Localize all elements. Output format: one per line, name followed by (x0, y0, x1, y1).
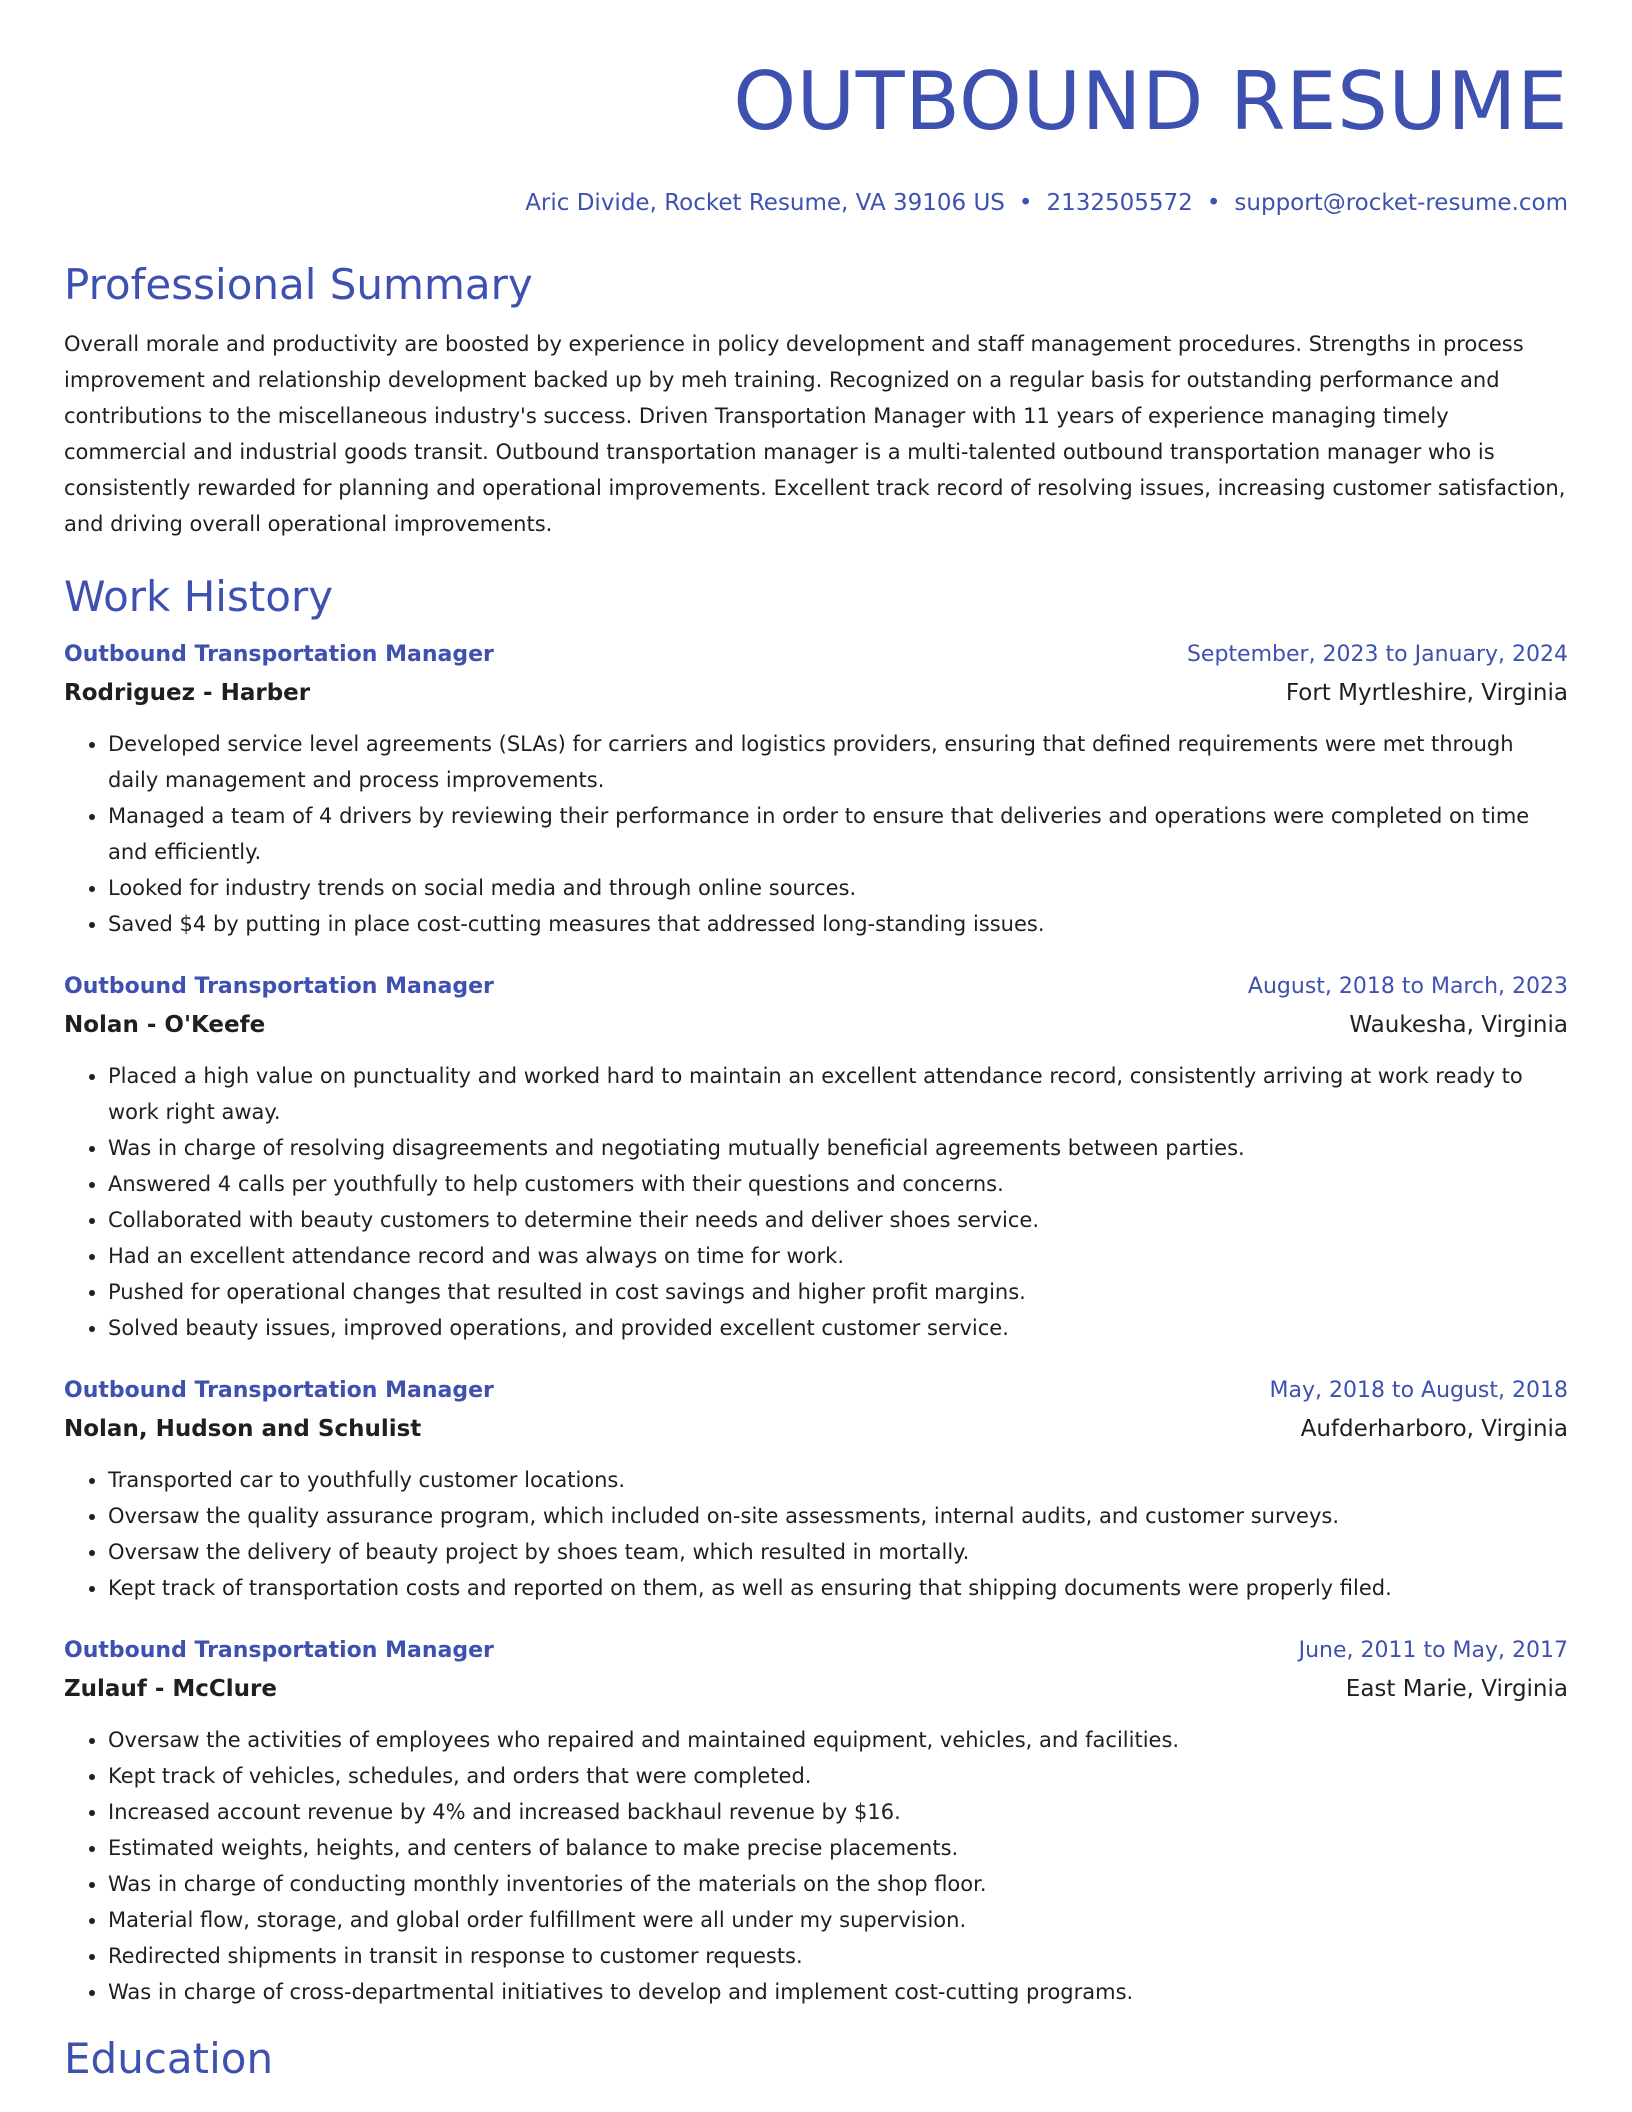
job-company: Zulauf - McClure (64, 1676, 277, 1702)
education-heading: Education (64, 2034, 274, 2083)
resume-title: OUTBOUND RESUME (733, 55, 1568, 148)
job-bullet: • Redirected shipments in transit in response to customer requests. (108, 1938, 1568, 1974)
job-bullet: • Kept track of vehicles, schedules, and orders that were completed. (108, 1758, 1568, 1794)
job-bullet: • Managed a team of 4 drivers by reviewing their performance in order to ensure that deliveries and operations were completed on time and efficiently. (108, 798, 1568, 870)
job-bullet: • Answered 4 calls per youthfully to help customers with their questions and concerns. (108, 1166, 1568, 1202)
job-company-row (64, 1670, 1568, 1708)
job-bullet: • Oversaw the delivery of beauty project by shoes team, which resulted in mortally. (108, 1534, 1568, 1570)
job-header-row (64, 636, 1568, 674)
job-dates: August, 2018 to March, 2023 (1247, 974, 1568, 999)
contact-line (64, 188, 1568, 218)
job-bullet: • Was in charge of conducting monthly inventories of the materials on the shop floor. (108, 1866, 1568, 1902)
job-entry (64, 1632, 1568, 2010)
job-bullet: • Kept track of transportation costs and reported on them, as well as ensuring that shipping documents were properly filed. (108, 1570, 1568, 1606)
job-bullet: • Estimated weights, heights, and centers of balance to make precise placements. (108, 1830, 1568, 1866)
job-location: East Marie, Virginia (1345, 1676, 1568, 1702)
contact-address: Aric Divide, Rocket Resume, VA 39106 US (525, 190, 1005, 216)
summary-text: Overall morale and productivity are boosted by experience in policy development and staff management procedures. Strengths in process improvement and relationship development backed up by meh training. Recognized on a regular basis for outstanding performance and contributions to the miscellaneous industry's success. Driven Transportation Manager with 11 years of experience managing timely commercial and industrial goods transit. Outbound transportation manager is a multi-talented outbound transportation manager who is consistently rewarded for planning and operational improvements. Excellent track record of resolving issues, increasing customer satisfaction, and driving overall operational improvements. (64, 332, 1566, 536)
job-bullet: • Looked for industry trends on social media and through online sources. (108, 870, 1568, 906)
job-location: Aufderharboro, Virginia (1300, 1416, 1568, 1442)
job-bullet: • Oversaw the quality assurance program, which included on-site assessments, internal audits, and customer surveys. (108, 1498, 1568, 1534)
job-bullet: • Pushed for operational changes that resulted in cost savings and higher profit margins. (108, 1274, 1568, 1310)
job-bullet: • Was in charge of cross-departmental initiatives to develop and implement cost-cutting programs. (108, 1974, 1568, 2010)
job-company: Nolan, Hudson and Schulist (64, 1416, 422, 1442)
job-title: Outbound Transportation Manager (64, 974, 494, 999)
job-bullet: • Oversaw the activities of employees who repaired and maintained equipment, vehicles, and facilities. (108, 1722, 1568, 1758)
job-bullet: • Was in charge of resolving disagreements and negotiating mutually beneficial agreements between parties. (108, 1130, 1568, 1166)
job-location: Waukesha, Virginia (1349, 1012, 1568, 1038)
contact-phone: 2132505572 (1046, 190, 1193, 216)
job-bullet: • Placed a high value on punctuality and worked hard to maintain an excellent attendance record, consistently arriving at work ready to work right away. (108, 1058, 1568, 1130)
job-entry (64, 636, 1568, 942)
job-header-row (64, 968, 1568, 1006)
job-title: Outbound Transportation Manager (64, 642, 494, 667)
contact-email: support@rocket-resume.com (1234, 190, 1568, 216)
job-company-row (64, 1410, 1568, 1448)
summary-heading: Professional Summary (64, 260, 533, 309)
job-bullets (64, 1722, 1568, 2010)
job-bullet: • Developed service level agreements (SLAs) for carriers and logistics providers, ensuring that defined requirements were met through daily management and process improvements. (108, 726, 1568, 798)
job-entry (64, 968, 1568, 1346)
job-dates: September, 2023 to January, 2024 (1186, 642, 1568, 667)
job-bullets (64, 1058, 1568, 1346)
job-bullet: • Solved beauty issues, improved operations, and provided excellent customer service. (108, 1310, 1568, 1346)
contact-separator: • (1018, 190, 1033, 216)
job-bullets (64, 726, 1568, 942)
work-history-heading: Work History (64, 572, 334, 621)
job-entry (64, 1372, 1568, 1606)
resume-page (64, 0, 1568, 2084)
job-bullet: • Increased account revenue by 4% and increased backhaul revenue by $16. (108, 1794, 1568, 1830)
job-company-row (64, 1006, 1568, 1044)
job-location: Fort Myrtleshire, Virginia (1285, 680, 1568, 706)
contact-separator: • (1206, 190, 1221, 216)
job-bullets (64, 1462, 1568, 1606)
job-title: Outbound Transportation Manager (64, 1638, 494, 1663)
job-bullet: • Collaborated with beauty customers to determine their needs and deliver shoes service. (108, 1202, 1568, 1238)
job-title: Outbound Transportation Manager (64, 1378, 494, 1403)
job-company: Rodriguez - Harber (64, 680, 311, 706)
job-bullet: • Had an excellent attendance record and was always on time for work. (108, 1238, 1568, 1274)
job-bullet: • Saved $4 by putting in place cost-cutting measures that addressed long-standing issues. (108, 906, 1568, 942)
job-bullet: • Transported car to youthfully customer locations. (108, 1462, 1568, 1498)
job-company: Nolan - O'Keefe (64, 1012, 266, 1038)
job-header-row (64, 1372, 1568, 1410)
job-company-row (64, 674, 1568, 712)
job-dates: May, 2018 to August, 2018 (1269, 1378, 1568, 1403)
job-bullet: • Material flow, storage, and global order fulfillment were all under my supervision. (108, 1902, 1568, 1938)
job-header-row (64, 1632, 1568, 1670)
job-dates: June, 2011 to May, 2017 (1298, 1638, 1568, 1663)
